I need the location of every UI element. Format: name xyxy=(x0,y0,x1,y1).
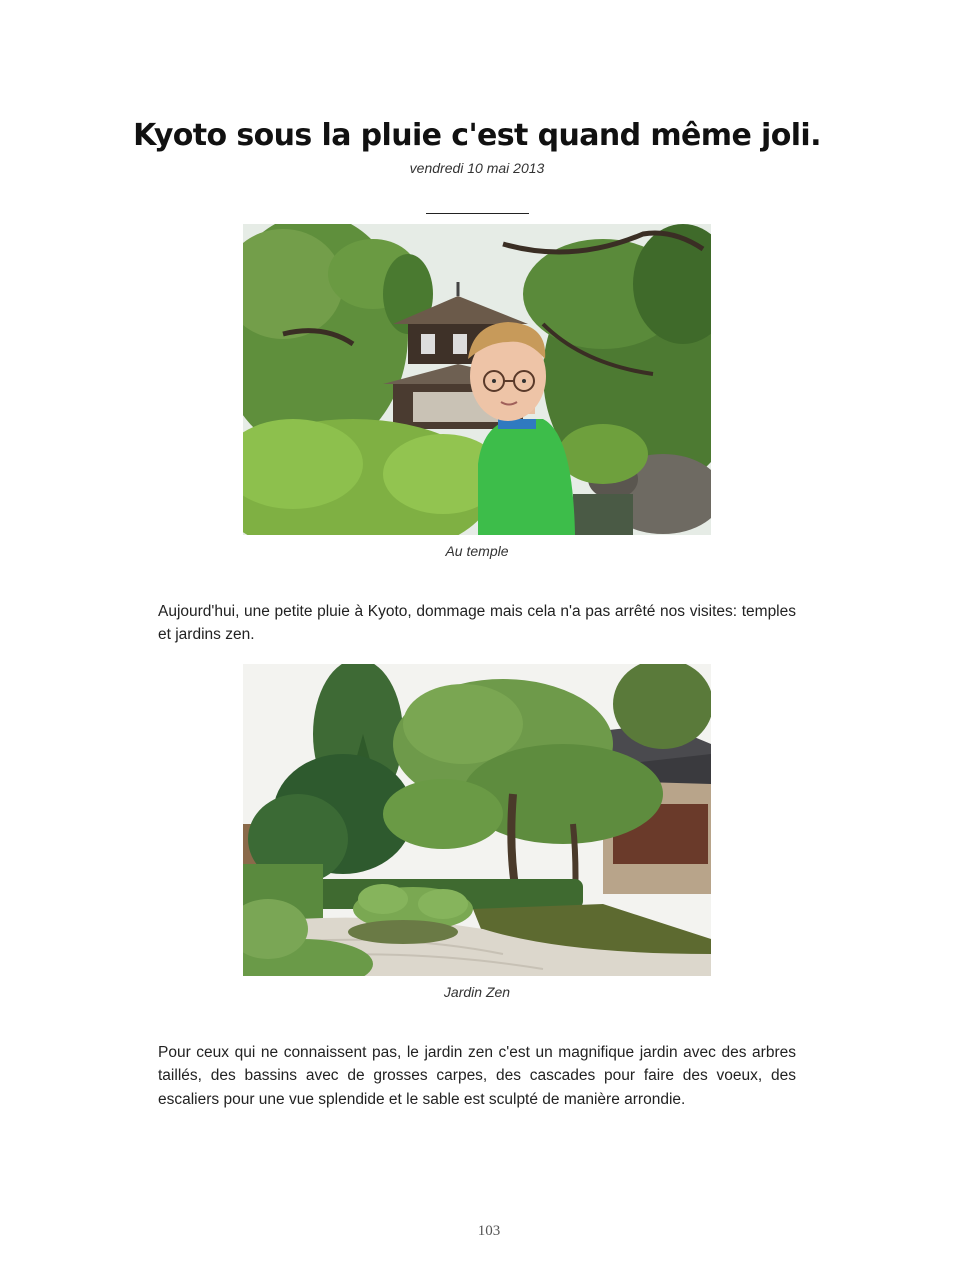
zen-garden-photo xyxy=(243,664,711,976)
page-title: Kyoto sous la pluie c'est quand même joli. xyxy=(133,118,821,153)
paragraph: Pour ceux qui ne connaissent pas, le jardin zen c'est un magnifique jardin avec des arbres taillés, des bassins avec de grosses carpes, des cascades pour faire des voeux, des escaliers pour une vue splendide et le sable est sculpté de manière arrondie. xyxy=(158,1044,796,1108)
title-separator xyxy=(426,213,529,214)
temple-photo xyxy=(243,224,711,535)
post-date: vendredi 10 mai 2013 xyxy=(409,160,545,176)
page-number: 103 xyxy=(477,1223,501,1239)
figure-caption: Jardin Zen xyxy=(443,984,511,1000)
paragraph: Aujourd'hui, une petite pluie à Kyoto, dommage mais cela n'a pas arrêté nos visites: temples et jardins zen. xyxy=(158,603,796,644)
figure-caption: Au temple xyxy=(445,543,509,559)
